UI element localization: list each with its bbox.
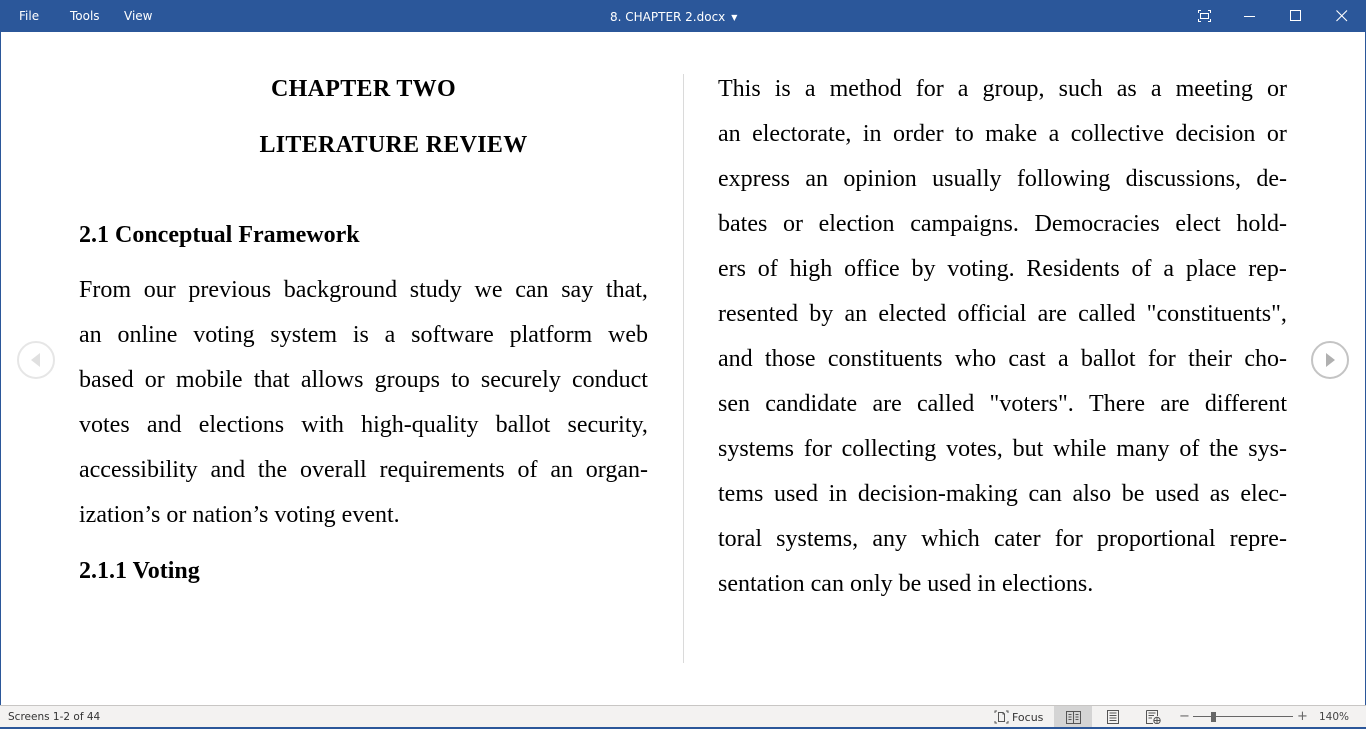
menu-tools[interactable]: Tools: [70, 9, 100, 23]
zoom-level[interactable]: 140%: [1319, 711, 1350, 723]
paragraph-line: systems for collecting votes, but while many of the sys-: [718, 436, 1287, 462]
paragraph-line: bates or election campaigns. Democracies elect hold-: [718, 211, 1287, 237]
web-layout-icon: [1146, 710, 1161, 724]
close-button[interactable]: [1319, 0, 1365, 32]
menu-file[interactable]: File: [19, 9, 40, 23]
paragraph-line: an online voting system is a software platform web: [79, 322, 648, 348]
zoom-out-button[interactable]: −: [1179, 709, 1190, 724]
paragraph-line: toral systems, any which cater for proportional repre-: [718, 526, 1287, 552]
screen-count: Screens 1-2 of 44: [8, 711, 101, 723]
paragraph-line: votes and elections with high-quality ballot security,: [79, 412, 648, 438]
chapter-subtitle: LITERATURE REVIEW: [259, 132, 528, 158]
web-layout-button[interactable]: [1134, 706, 1172, 728]
paragraph-line: resented by an elected official are called "constituents",: [718, 301, 1287, 327]
paragraph-line: based or mobile that allows groups to securely conduct: [79, 367, 648, 393]
paragraph-line: From our previous background study we can say that,: [79, 277, 648, 303]
focus-button[interactable]: [994, 706, 1043, 728]
minimize-button[interactable]: [1227, 0, 1273, 32]
zoom-in-button[interactable]: +: [1297, 709, 1308, 724]
section-heading: 2.1 Conceptual Framework: [79, 222, 360, 248]
paragraph-line: an electorate, in order to make a collective decision or: [718, 121, 1287, 147]
paragraph-line: tems used in decision-making can also be used as elec-: [718, 481, 1287, 507]
fullscreen-icon: [1198, 10, 1211, 22]
paragraph-line: ers of high office by voting. Residents of a place rep-: [718, 256, 1287, 282]
next-screen-button[interactable]: [1311, 341, 1349, 379]
next-screen-icon: [1323, 352, 1337, 368]
paragraph-line: sen candidate are called "voters". There are different: [718, 391, 1287, 417]
zoom-slider-track[interactable]: [1193, 716, 1293, 717]
menu-view[interactable]: View: [124, 9, 153, 23]
paragraph-line: ization’s or nation’s voting event.: [79, 502, 400, 528]
read-mode-icon: [1066, 711, 1081, 724]
close-icon: [1336, 10, 1348, 22]
paragraph-line: and those constituents who cast a ballot for their cho-: [718, 346, 1287, 372]
title-bar: [0, 0, 1366, 32]
paragraph-line: sentation can only be used in elections.: [718, 571, 1094, 597]
maximize-icon: [1290, 10, 1302, 22]
paragraph-line: accessibility and the overall requirements of an organ-: [79, 457, 648, 483]
focus-icon: [994, 710, 1009, 724]
minimize-icon: [1244, 10, 1256, 22]
document-title: 8. CHAPTER 2.docx: [610, 10, 726, 24]
print-layout-button[interactable]: [1094, 706, 1132, 728]
read-mode-button[interactable]: [1054, 706, 1092, 728]
status-bar: [0, 705, 1366, 727]
print-layout-icon: [1107, 710, 1119, 724]
chapter-title: CHAPTER TWO: [271, 76, 456, 102]
previous-screen-icon: [29, 352, 43, 368]
paragraph-line: This is a method for a group, such as a meeting or: [718, 76, 1287, 102]
subsection-heading: 2.1.1 Voting: [79, 558, 200, 584]
page-divider: [683, 74, 684, 663]
paragraph-conceptual-framework: [79, 268, 648, 538]
chevron-down-icon: ▼: [731, 13, 738, 22]
focus-label: Focus: [1012, 710, 1044, 724]
fullscreen-button[interactable]: [1181, 0, 1227, 32]
maximize-button[interactable]: [1273, 0, 1319, 32]
paragraph-voting: [718, 67, 1287, 607]
previous-screen-button[interactable]: [17, 341, 55, 379]
document-title-dropdown[interactable]: [610, 0, 737, 32]
zoom-slider-thumb[interactable]: [1211, 712, 1216, 722]
paragraph-line: express an opinion usually following discussions, de-: [718, 166, 1287, 192]
window-border-left: [0, 32, 1, 706]
